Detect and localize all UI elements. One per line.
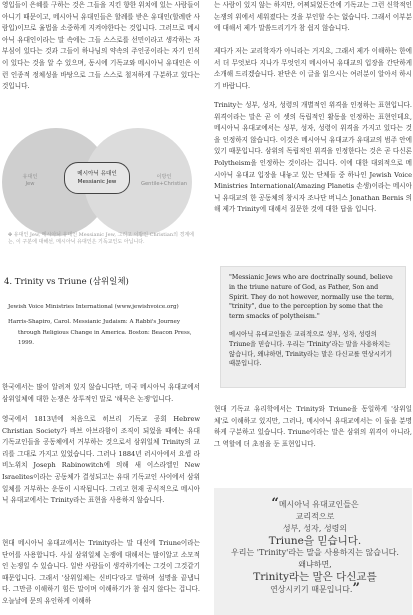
body-paragraph: 현대 메시아닉 유대교에서는 Trinity라는 말 대신에 Triune이라는 단어를 사용합니다. 사실 삼위일체 논쟁에 대해서는 많이알고 소모적인 논쟁일 수 있습니다. 일반 사람들이 생각하기에는 그것이 그것같기 때문입니다. 그래서 '삼위일체는 신비다'라고 말하며 설명을 끝냅니다. 그만큼 이해하기 힘든 말이며 이해하기가 참 쉽지 않다는 겁니다. 오늘날에 문의 유인하게 이해하: [2, 539, 200, 605]
references: [4, 302, 200, 354]
section-title: 4. Trinity vs Triune (삼위일체): [4, 277, 129, 287]
reference-item: Jewish Voice Ministries International (www.jewishvoice.org): [8, 304, 179, 310]
pull-quote-line: 우리는 'Trinity'라는 말을 사용하지는 않습니다.: [231, 548, 399, 557]
open-quote-mark: “: [271, 496, 279, 511]
body-paragraph: 현대 기독교 유리학에서는 Trinity와 Triune을 동일하게 '삼위일체'로 이해하고 있지만, 그러나, 메시아닉 유대교에서는 이 둘을 분명하게 구분하고 있습니다. Triune이라는 말은 삼위의 위격이 아니라, 그 역할에 더 초점을 둔 표현입니다.: [214, 405, 412, 448]
body-paragraph: Trinity는 성부, 성자, 성령의 개별적인 위격을 인정하는 표현입니다. 위격이라는 말은 곧 이 셋의 독립적인 활동을 인정하는 표현인데요, 메시아닉 유대교에서는 성부, 성자, 성령이 위격을 가지고 있다는 것을 인정하지 않습니다. 이것은 메시아닉 유대교가 유대교의 범주 안에 있기 때문입니다. 삼위의 독립적인 위격을 인정한다는 것은 곧 다신론 Polytheism을 인정하는 것이라는 겁니다. 이에 대한 대외적으로 메시아닉 유대교 입장을 내놓고 있는 단체들 중 하나인 Jewish Voice Ministries International(Amazing Planetis 손생)이라는 메시아닉 유대교의 한 공동체의 창시자 조나단 버니스 Jonathan Bernis 의해 제가 Trinity에 대해서 질문한 것에 대한 답을 입니다.: [214, 101, 412, 214]
pull-quote-line: 교리적으로: [295, 512, 335, 521]
quote-box: [220, 266, 406, 388]
venn-diagram: [2, 122, 200, 232]
pull-quote-line: 연상시키기 때문입니다.: [270, 585, 353, 594]
quote-korean: 메시아닉 유대교인들은 교리적으로 성부, 성자, 성령의 Triune을 믿습니다. 우리는 'Trinity'라는 말을 사용하지는 않습니다, 왜냐하면, Trinity라는 말은 다신교를 연상시키기 때문입니다.: [229, 330, 393, 368]
messianic-jew-label: 메시아닉 유대인 Messianic Jew: [64, 162, 130, 194]
jew-label: 유대인 Jew: [22, 174, 38, 188]
body-paragraph: 는 사람이 있지 않는 하지만, 어찌되었든간에 기독교는 그런 신학적인 논쟁의 위에서 세워졌다는 것을 부인할 수는 없습니다. 그래서 이부분에 대해서 제가 말씀드리기가 참 쉽지 않습니다.: [214, 1, 412, 33]
pull-quote-line: 왜냐하면,: [298, 560, 332, 569]
quote-english: "Messianic Jews who are doctrinally sound, believe in the triune nature of God, as Father, Son and Spirit. They do not however, normally use the term, "trinity", due to the perception by some that the term smacks of polytheism.": [229, 274, 394, 321]
reference-item: Harris-Shapiro, Carol. Messianic Judaism: A Rabbi's Journey through Religious Change in America. Boston: Beacon Press, 1999.: [8, 319, 192, 347]
pull-quote: [222, 498, 408, 596]
body-paragraph: 영국에서 1813년에 처음으로 히브리 기독교 공회 Hebrew Christian Society가 바브 아브라함이 조직이 되었을 때에는 유대 기독교인들을 공동체에서 거부하는 것으로서 삼위일체 Trinity의 교리를 그대로 가지고 있었습니다. 그러나 1884년 러시아에서 요셉 라비노위치 Joseph Rabinowitch에 의해 새 이스라엘인 New Israelites이라는 공동체가 결성되고는 유대 기독교인 사이에서 삼위일체를 거부하는 운동이 시작됩니다. 그리고 현재 공식적으로 메시아닉 유대교에서는 Trinity라는 표현을 사용하지 않습니다.: [2, 415, 200, 505]
intro-paragraph: 영입들이 은혜를 구하는 것은 그들을 지킨 향한 위치에 있는 사람들이 아니기 때문이고, 메시아닉 유대인들은 할례를 받은 유대인(할례란 사람입)이므로 율법을 소중하게 지켜야한다는 것입니다. 그러므로 메시아닉 유대인이라는 말 속에는 그들 스스로를 선민이라고 생각하는 자부심이 있다는 것과 그들이 하나님의 약속의 주인공이라는 자기 인식이 있다는 것을 알 수 있으며, 동시에 기독교와 메시아닉 유대인은 이런 인종적 정체성을 바탕으로 그들 스스로 철저하게 구분하고 있다는 것입니다.: [2, 1, 200, 91]
pull-quote-line: Triune을 믿습니다.: [268, 535, 362, 547]
body-paragraph: 한국에서는 많이 알려져 있지 않습니다만, 미국 메시아닉 유대교에서 삼위일체에 대한 논쟁은 상투적인 말로 '해묵은 논쟁'입니다.: [2, 383, 200, 403]
body-paragraph: 제다가 저는 교리학자가 아니라는 거지요, 그래서 제가 이해하는 한에서 더 무엇보다 지나가 무엇인지 메시아닉 유대교의 입장을 간단하게 소개해 드리겠습니다. 판단은 이 글을 읽으시는 여러분이 알아서 하시기 바랍니다.: [214, 47, 412, 90]
venn-caption: ✤ 유대인 Jew, 메시아닉 유대인 Messianic Jew, 그리고 이방인 Christian의 경계에는, 이 구분에 대해선, 메시아닉 유대인은 기독교인도 아닙니다.: [8, 232, 194, 246]
close-quote-mark: ”: [352, 581, 360, 596]
gentile-label: 이방인 Gentile+Christian: [140, 174, 188, 188]
pull-quote-line: Trinity라는 말은 다신교를: [253, 571, 377, 583]
pull-quote-line: 성부, 성자, 성령의: [282, 524, 348, 533]
pull-quote-line: 메시아닉 유대교인들은: [278, 500, 359, 509]
